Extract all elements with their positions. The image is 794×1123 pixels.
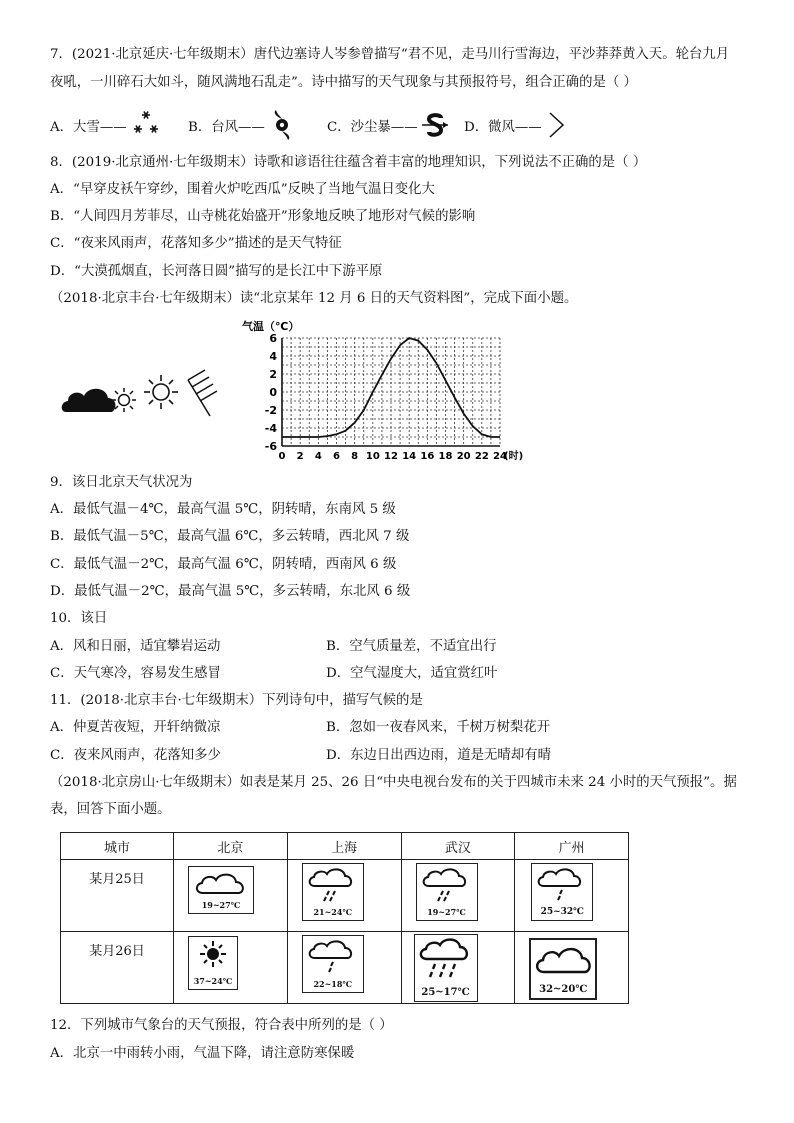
q10-stem: 10．该日 bbox=[50, 611, 108, 626]
q12-option-a: A．北京一中雨转小雨，气温下降，请注意防寒保暖 bbox=[50, 1046, 355, 1061]
cloudy-icon bbox=[189, 867, 253, 897]
x-tick-label: 4 bbox=[314, 451, 322, 462]
y-tick-label: -6 bbox=[264, 440, 277, 453]
q7-options bbox=[50, 108, 770, 142]
x-tick-label: 2 bbox=[296, 451, 304, 462]
chart-y-axis-label: 气温（℃） bbox=[242, 320, 300, 333]
q7-option-d bbox=[464, 108, 568, 142]
y-tick-label: -4 bbox=[264, 422, 277, 435]
forecast-cell bbox=[287, 860, 401, 932]
forecast-cell bbox=[401, 932, 515, 1004]
q8-option-b: B．“人间四月芳菲尽，山寺桃花始盛开”形象地反映了地形对气候的影响 bbox=[50, 209, 476, 224]
forecast-cell bbox=[174, 932, 288, 1004]
q7-option-a bbox=[50, 108, 163, 142]
q11-stem: 11．(2018·北京丰台·七年级期末）下列诗句中，描写气候的是 bbox=[50, 693, 423, 708]
q9-stem: 9．该日北京天气状况为 bbox=[50, 475, 193, 490]
group2-intro-line2: 表，回答下面小题。 bbox=[50, 802, 171, 817]
q11-option-b: B．忽如一夜春风来，千树万树梨花开 bbox=[326, 720, 551, 735]
group2-intro-line1: （2018·北京房山·七年级期末）如表是某月 25、26 日“中央电视台发布的关于四城市未来 24 小时的天气预报”。据 bbox=[50, 775, 737, 790]
forecast-temp: 32~20℃ bbox=[539, 984, 588, 995]
q7-option-c bbox=[327, 108, 450, 142]
forecast-cell bbox=[287, 932, 401, 1004]
x-tick-label: 14 bbox=[402, 451, 417, 462]
table-row bbox=[61, 860, 629, 932]
q9-option-b: B．最低气温－5℃，最高气温 6℃，多云转晴，西北风 7 级 bbox=[50, 529, 410, 544]
q10-option-b: B．空气质量差，不适宜出行 bbox=[326, 639, 497, 654]
x-tick-label: 22 bbox=[474, 451, 489, 462]
x-tick-label: 6 bbox=[333, 451, 340, 462]
light-rain-icon bbox=[303, 864, 363, 902]
chart-x-ticks bbox=[279, 451, 507, 462]
breeze-icon bbox=[544, 109, 568, 141]
q7-stem-line2: 夜吼，一川碎石大如斗，随风满地石乱走”。诗中描写的天气现象与其预报符号，组合正确的是（ ） bbox=[50, 75, 637, 90]
table-header-cell: 武汉 bbox=[401, 833, 515, 860]
light-rain-icon bbox=[417, 864, 477, 902]
x-tick-label: 24 bbox=[493, 451, 507, 462]
chart-x-axis-unit: (时) bbox=[504, 451, 524, 462]
forecast-temp: 22~18℃ bbox=[313, 979, 353, 989]
q7-option-b-label: B．台风—— bbox=[188, 119, 265, 135]
q10-option-a: A．风和日丽，适宜攀岩运动 bbox=[50, 639, 221, 654]
row-label: 某月25日 bbox=[61, 860, 174, 932]
q9-option-c: C．最低气温－2℃，最高气温 6℃，阴转晴，西南风 6 级 bbox=[50, 557, 397, 572]
q8-option-d: D．“大漠孤烟直，长河落日圆”描写的是长江中下游平原 bbox=[50, 264, 383, 279]
forecast-box bbox=[529, 938, 597, 1000]
forecast-box bbox=[188, 866, 254, 914]
shower-icon bbox=[532, 864, 592, 902]
x-tick-label: 20 bbox=[456, 451, 471, 462]
y-tick-label: 2 bbox=[269, 368, 277, 381]
table-header-cell: 城市 bbox=[61, 833, 174, 860]
q11-option-c: C．夜来风雨声，花落知多少 bbox=[50, 748, 221, 763]
q10-option-d: D．空气湿度大，适宜赏红叶 bbox=[326, 666, 498, 681]
y-tick-label: 6 bbox=[269, 332, 277, 345]
forecast-box bbox=[302, 863, 364, 921]
forecast-temp: 37~24℃ bbox=[193, 976, 233, 986]
heavy-snow-icon bbox=[129, 109, 163, 141]
heavy-rain-icon bbox=[415, 935, 477, 981]
cloudy-icon bbox=[531, 940, 595, 978]
forecast-cell bbox=[515, 860, 629, 932]
table-header-cell: 北京 bbox=[174, 833, 288, 860]
forecast-table bbox=[60, 832, 629, 1004]
forecast-cell bbox=[174, 860, 288, 932]
q7-option-d-label: D．微风—— bbox=[464, 119, 542, 135]
table-header-cell: 广州 bbox=[515, 833, 629, 860]
q9-option-d: D．最低气温－2℃，最高气温 5℃，多云转晴，东北风 6 级 bbox=[50, 584, 411, 599]
forecast-temp: 25~32℃ bbox=[540, 907, 584, 917]
q7-option-a-label: A．大雪—— bbox=[50, 119, 127, 135]
forecast-cell bbox=[401, 860, 515, 932]
light-rain-icon bbox=[303, 936, 363, 974]
q10-option-c: C．天气寒冷，容易发生感冒 bbox=[50, 666, 221, 681]
q8-option-c: C．“夜来风雨声，花落知多少”描述的是天气特征 bbox=[50, 236, 342, 251]
x-tick-label: 8 bbox=[351, 451, 359, 462]
q7-stem-line1: 7．(2021·北京延庆·七年级期末）唐代边塞诗人岑参曾描写“君不见，走马川行雪海边，平沙莽莽黄入天。轮台九月 bbox=[50, 47, 730, 62]
forecast-temp: 21~24℃ bbox=[313, 907, 353, 917]
table-header-cell: 上海 bbox=[287, 833, 401, 860]
forecast-cell bbox=[515, 932, 629, 1004]
sandstorm-icon bbox=[420, 110, 450, 140]
temperature-chart bbox=[238, 318, 538, 468]
y-tick-label: 0 bbox=[269, 386, 277, 399]
x-tick-label: 10 bbox=[365, 451, 380, 462]
q7-option-b bbox=[188, 108, 297, 142]
q11-option-d: D．东边日出西边雨，道是无晴却有晴 bbox=[326, 748, 551, 763]
weather-symbols bbox=[58, 366, 218, 424]
x-tick-label: 16 bbox=[420, 451, 435, 462]
q11-option-a: A．仲夏苦夜短，开轩纳微凉 bbox=[50, 720, 221, 735]
forecast-box bbox=[416, 863, 478, 921]
y-tick-label: 4 bbox=[269, 350, 277, 363]
forecast-box bbox=[188, 936, 238, 990]
chart-y-ticks bbox=[265, 332, 278, 453]
x-tick-label: 12 bbox=[384, 451, 398, 462]
forecast-box bbox=[531, 863, 593, 921]
cloudy-to-sunny-icon bbox=[62, 388, 136, 412]
q7-option-c-label: C．沙尘暴—— bbox=[327, 119, 418, 135]
row-label: 某月26日 bbox=[61, 932, 174, 1004]
group1-intro: （2018·北京丰台·七年级期末）读“北京某年 12 月 6 日的天气资料图”，完成下面小题。 bbox=[50, 291, 578, 306]
x-tick-label: 0 bbox=[278, 451, 286, 462]
forecast-temp: 19~27℃ bbox=[201, 900, 241, 910]
y-tick-label: -2 bbox=[264, 404, 277, 417]
sunny-icon bbox=[189, 937, 237, 971]
table-header-row bbox=[61, 833, 629, 860]
typhoon-icon bbox=[267, 110, 297, 140]
forecast-temp: 19~27℃ bbox=[427, 907, 466, 917]
forecast-box bbox=[414, 934, 478, 1002]
chart-grid bbox=[282, 338, 500, 446]
q8-stem: 8．(2019·北京通州·七年级期末）诗歌和谚语往往蕴含着丰富的地理知识，下列说法不正确的是（ ） bbox=[50, 155, 647, 170]
table-row bbox=[61, 932, 629, 1004]
forecast-box bbox=[302, 935, 364, 993]
sunny-icon bbox=[144, 375, 178, 409]
q9-option-a: A．最低气温－4℃，最高气温 5℃，阴转晴，东南风 5 级 bbox=[50, 502, 396, 517]
x-tick-label: 18 bbox=[438, 451, 453, 462]
forecast-temp: 25~17℃ bbox=[421, 987, 470, 998]
q12-stem: 12．下列城市气象台的天气预报，符合表中所列的是（ ） bbox=[50, 1018, 393, 1033]
q8-option-a: A．“早穿皮袄午穿纱，围着火炉吃西瓜”反映了当地气温日变化大 bbox=[50, 182, 435, 197]
wind-force-icon bbox=[188, 370, 217, 416]
